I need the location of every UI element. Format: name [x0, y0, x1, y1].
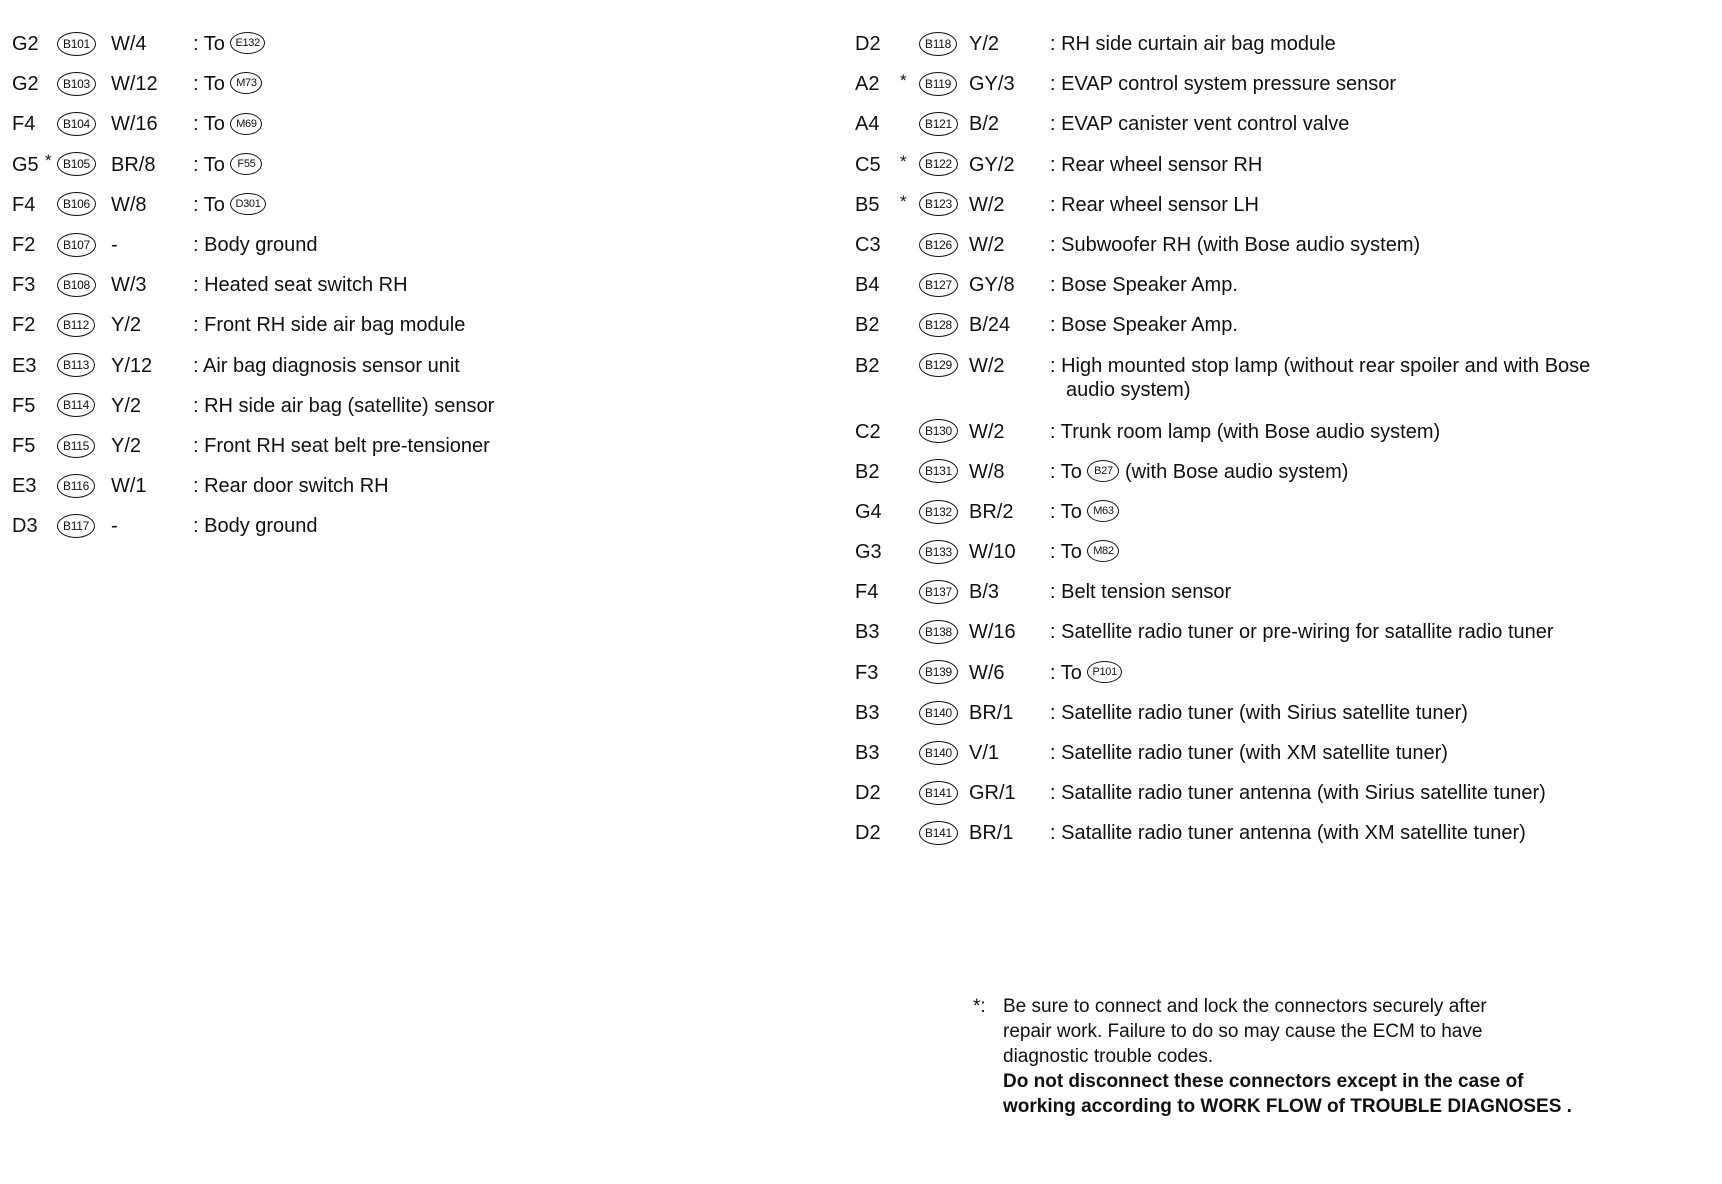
connector-description: [193, 112, 262, 136]
connector-id-badge: B117: [57, 514, 95, 538]
connector-description: [1050, 273, 1710, 297]
description-text: : Satellite radio tuner or pre-wiring for satallite radio tuner: [1050, 621, 1554, 644]
wire-spec: Y/2: [111, 394, 142, 417]
connector-id-badge: B130: [919, 419, 958, 443]
target-connector-badge: M73: [230, 72, 262, 94]
connector-description: [1050, 741, 1710, 765]
description-text: : To: [193, 153, 225, 176]
grid-reference: F2: [12, 314, 36, 337]
connector-id-wrap: [57, 393, 95, 418]
note-warning-line: Do not disconnect these connectors except in the case of: [1003, 1071, 1524, 1092]
description-text: : To: [193, 193, 225, 216]
connector-id-wrap: [919, 499, 958, 524]
connector-id-badge: B106: [57, 192, 96, 216]
connector-description: [1050, 32, 1710, 56]
description-suffix: (with Bose audio system): [1125, 460, 1349, 483]
wire-spec: W/16: [969, 621, 1016, 644]
connector-row: [855, 534, 1715, 574]
target-connector-badge: P101: [1087, 661, 1122, 683]
description-text: : Body ground: [193, 233, 318, 256]
wire-spec: BR/1: [969, 701, 1014, 724]
connector-id-wrap: [919, 272, 958, 297]
connector-description: [193, 273, 408, 297]
note-warning-line: working according to WORK FLOW of TROUBLE DIAGNOSES .: [1003, 1096, 1572, 1117]
connector-id-badge: B140: [919, 741, 958, 765]
grid-reference: B2: [855, 354, 880, 377]
connector-description: [193, 474, 389, 498]
connector-description: [193, 153, 262, 177]
wire-spec: GY/2: [969, 153, 1015, 176]
connector-row: [855, 26, 1715, 66]
grid-reference: B3: [855, 701, 880, 724]
connector-id-wrap: [919, 232, 958, 257]
connector-description: [193, 434, 490, 458]
wire-spec: W/2: [969, 193, 1005, 216]
description-text: : To: [193, 73, 225, 96]
connector-id-badge: B123: [919, 192, 958, 216]
description-text: : To: [1050, 661, 1082, 684]
connector-description: [1050, 193, 1710, 217]
description-text: : Subwoofer RH (with Bose audio system): [1050, 233, 1421, 256]
target-connector-badge: E132: [230, 32, 265, 54]
grid-reference: D2: [855, 33, 881, 55]
connector-id-badge: B141: [919, 821, 958, 845]
connector-description: [193, 394, 494, 418]
connector-id-wrap: [919, 459, 958, 484]
wire-spec: GY/8: [969, 274, 1015, 297]
wire-spec: B/24: [969, 314, 1011, 337]
note-line: Be sure to connect and lock the connectors securely after: [1003, 996, 1487, 1017]
connector-row: [12, 428, 772, 468]
connector-description: [193, 193, 266, 217]
connector-row: [12, 508, 772, 548]
connector-row: [12, 388, 772, 428]
connector-row: [12, 66, 772, 106]
description-text: : RH side curtain air bag module: [1050, 33, 1336, 55]
description-text: : Rear door switch RH: [193, 475, 389, 498]
wire-spec: Y/2: [111, 434, 142, 457]
connector-id-badge: B138: [919, 620, 958, 644]
connector-row: [855, 267, 1715, 307]
connector-id-badge: B139: [919, 660, 958, 684]
connector-id-badge: B115: [57, 434, 95, 458]
grid-reference: G2: [12, 73, 39, 96]
connector-id-wrap: [919, 619, 958, 644]
wire-spec: W/2: [969, 354, 1005, 377]
connector-id-wrap: [919, 31, 957, 56]
connector-id-badge: B108: [57, 273, 96, 297]
grid-reference: B2: [855, 314, 880, 337]
note-marker: *:: [973, 996, 986, 1017]
grid-reference: G5: [12, 153, 39, 176]
connector-description: [1050, 821, 1710, 845]
connector-row: [855, 735, 1715, 775]
grid-reference: C2: [855, 420, 881, 443]
wire-spec: W/8: [111, 193, 147, 216]
note-line: repair work. Failure to do so may cause the ECM to have: [1003, 1021, 1483, 1042]
description-text: : EVAP canister vent control valve: [1050, 113, 1350, 136]
connector-description: [193, 72, 262, 96]
connector-caution-note: [973, 994, 1693, 1119]
connector-description: [1050, 354, 1710, 402]
wire-spec: W/1: [111, 475, 147, 498]
connector-row: [855, 574, 1715, 614]
wire-spec: -: [111, 233, 118, 256]
target-connector-badge: M69: [230, 113, 262, 135]
note-body: [1003, 994, 1693, 1119]
connector-row: [855, 494, 1715, 534]
ecm-caution-marker: *: [900, 151, 907, 171]
description-text: : Heated seat switch RH: [193, 274, 408, 297]
grid-reference: D3: [12, 515, 38, 538]
target-connector-badge: F55: [230, 153, 262, 175]
right-connector-list: [855, 26, 1715, 856]
connector-id-badge: B128: [919, 313, 958, 337]
wire-spec: B/3: [969, 581, 1000, 604]
connector-id-badge: B101: [57, 32, 96, 56]
connector-id-wrap: [919, 660, 958, 685]
description-text: : Front RH side air bag module: [193, 314, 466, 337]
grid-reference: F4: [12, 113, 36, 136]
connector-id-wrap: [919, 312, 958, 337]
grid-reference: D2: [855, 782, 881, 805]
grid-reference: G2: [12, 33, 39, 55]
grid-reference: B3: [855, 742, 880, 764]
connector-row: [855, 307, 1715, 347]
description-text: : Bose Speaker Amp.: [1050, 274, 1238, 297]
description-text: : Rear wheel sensor RH: [1050, 153, 1263, 176]
wire-spec: B/2: [969, 113, 1000, 136]
connector-description: [1050, 500, 1710, 524]
connector-description: [193, 233, 318, 257]
connector-description: [1050, 153, 1710, 177]
connector-description: [193, 514, 318, 538]
connector-description: [1050, 233, 1710, 257]
description-text: : To: [1050, 500, 1082, 523]
connector-id-badge: B119: [919, 72, 957, 96]
connector-row: [12, 267, 772, 307]
connector-id-wrap: [919, 192, 958, 217]
connector-id-wrap: [919, 71, 957, 96]
connector-row: [12, 227, 772, 267]
connector-description: [1050, 701, 1710, 725]
connector-description: [1050, 661, 1710, 685]
grid-reference: F5: [12, 394, 36, 417]
description-text: : To: [193, 113, 225, 136]
connector-row: [855, 454, 1715, 494]
ecm-caution-marker: *: [900, 71, 907, 91]
connector-id-badge: B132: [919, 500, 958, 524]
connector-description: [193, 32, 265, 56]
connector-id-wrap: [57, 152, 96, 177]
connector-row: [855, 414, 1715, 454]
connector-row: [855, 348, 1715, 414]
grid-reference: G3: [855, 541, 882, 564]
connector-id-wrap: [57, 192, 96, 217]
connector-description: [1050, 580, 1710, 604]
connector-id-wrap: [57, 513, 95, 538]
wire-spec: GY/3: [969, 73, 1015, 96]
grid-reference: F5: [12, 434, 36, 457]
connector-row: [855, 187, 1715, 227]
wire-spec: W/16: [111, 113, 158, 136]
grid-reference: F4: [855, 581, 879, 604]
description-text: : Front RH seat belt pre-tensioner: [193, 434, 490, 457]
connector-description: [193, 313, 465, 337]
connector-id-wrap: [57, 312, 95, 337]
description-text: : Satallite radio tuner antenna (with Sirius satellite tuner): [1050, 782, 1546, 805]
connector-id-badge: B105: [57, 152, 96, 176]
grid-reference: B4: [855, 274, 880, 297]
connector-row: [12, 307, 772, 347]
connector-row: [12, 468, 772, 508]
connector-id-wrap: [919, 353, 958, 378]
wire-spec: BR/8: [111, 153, 156, 176]
wire-spec: Y/2: [111, 314, 142, 337]
connector-description: [1050, 460, 1710, 484]
connector-id-wrap: [57, 473, 95, 498]
connector-row: [855, 227, 1715, 267]
connector-description: [1050, 540, 1710, 564]
target-connector-badge: M63: [1087, 500, 1119, 522]
connector-id-wrap: [57, 272, 96, 297]
grid-reference: F4: [12, 193, 36, 216]
connector-id-badge: B133: [919, 540, 958, 564]
connector-description: [1050, 112, 1710, 136]
grid-reference: F2: [12, 233, 36, 256]
connector-id-badge: B140: [919, 701, 958, 725]
description-text: : To: [1050, 460, 1082, 483]
description-text: : To: [193, 33, 225, 55]
grid-reference: A2: [855, 73, 880, 96]
description-text: : Satellite radio tuner (with XM satellite tuner): [1050, 742, 1448, 764]
connector-id-wrap: [57, 433, 95, 458]
connector-id-wrap: [57, 71, 96, 96]
grid-reference: B3: [855, 621, 880, 644]
description-text: : Trunk room lamp (with Bose audio system): [1050, 420, 1441, 443]
connector-id-wrap: [919, 539, 958, 564]
description-text: : RH side air bag (satellite) sensor: [193, 394, 495, 417]
connector-id-badge: B127: [919, 273, 958, 297]
description-text: : Belt tension sensor: [1050, 581, 1232, 604]
connector-id-wrap: [57, 232, 96, 257]
connector-row: [12, 147, 772, 187]
connector-description: [1050, 420, 1710, 444]
connector-description: [1050, 72, 1710, 96]
connector-row: [855, 815, 1715, 855]
connector-id-badge: B121: [919, 112, 958, 136]
description-text: : Air bag diagnosis sensor unit: [193, 354, 460, 377]
ecm-caution-marker: *: [900, 191, 907, 211]
connector-description: [1050, 781, 1710, 805]
wire-spec: BR/2: [969, 500, 1014, 523]
wire-spec: W/2: [969, 233, 1005, 256]
description-text: : EVAP control system pressure sensor: [1050, 73, 1397, 96]
connector-id-wrap: [919, 820, 958, 845]
left-connector-list: [12, 26, 772, 548]
connector-id-badge: B126: [919, 233, 958, 257]
connector-id-badge: B112: [57, 313, 95, 337]
connector-description: [1050, 620, 1710, 644]
wire-spec: W/2: [969, 420, 1005, 443]
grid-reference: B2: [855, 460, 880, 483]
wire-spec: W/12: [111, 73, 158, 96]
description-text: : Satallite radio tuner antenna (with XM satellite tuner): [1050, 822, 1526, 845]
wire-spec: V/1: [969, 742, 1000, 764]
connector-id-badge: B131: [919, 459, 958, 483]
grid-reference: A4: [855, 113, 880, 136]
connector-row: [12, 187, 772, 227]
grid-reference: C5: [855, 153, 881, 176]
grid-reference: F3: [12, 274, 36, 297]
description-text: : To: [1050, 541, 1082, 564]
wire-spec: Y/2: [969, 33, 1000, 55]
wire-spec: BR/1: [969, 822, 1014, 845]
connector-row: [855, 775, 1715, 815]
connector-row: [855, 66, 1715, 106]
description-text: : Bose Speaker Amp.: [1050, 314, 1238, 337]
description-text: : Body ground: [193, 515, 318, 538]
target-connector-badge: B27: [1087, 460, 1119, 482]
connector-id-badge: B122: [919, 152, 958, 176]
target-connector-badge: D301: [230, 193, 265, 215]
target-connector-badge: M82: [1087, 540, 1119, 562]
connector-id-wrap: [919, 579, 958, 604]
connector-id-badge: B113: [57, 353, 95, 377]
wire-spec: W/6: [969, 661, 1005, 684]
connector-id-wrap: [57, 31, 96, 56]
connector-id-badge: B103: [57, 72, 96, 96]
connector-id-wrap: [919, 780, 958, 805]
connector-id-badge: B141: [919, 781, 958, 805]
wire-spec: -: [111, 515, 118, 538]
connector-id-wrap: [919, 111, 958, 136]
connector-id-badge: B107: [57, 233, 96, 257]
grid-reference: B5: [855, 193, 880, 216]
connector-id-badge: B137: [919, 580, 958, 604]
description-text: : High mounted stop lamp (without rear spoiler and with Bose: [1050, 354, 1591, 377]
connector-row: [855, 106, 1715, 146]
connector-row: [855, 147, 1715, 187]
grid-reference: E3: [12, 475, 37, 498]
connector-row: [855, 614, 1715, 654]
grid-reference: E3: [12, 354, 37, 377]
note-line: diagnostic trouble codes.: [1003, 1046, 1214, 1067]
connector-id-wrap: [919, 740, 958, 765]
grid-reference: D2: [855, 822, 881, 845]
connector-id-wrap: [57, 111, 96, 136]
ecm-caution-marker: *: [45, 150, 52, 170]
description-continuation: audio system): [1066, 378, 1191, 401]
connector-row: [12, 348, 772, 388]
connector-row: [12, 106, 772, 146]
connector-row: [855, 655, 1715, 695]
connector-id-wrap: [919, 152, 958, 177]
wire-spec: W/8: [969, 460, 1005, 483]
description-text: : Rear wheel sensor LH: [1050, 193, 1259, 216]
connector-id-wrap: [919, 419, 958, 444]
grid-reference: G4: [855, 500, 882, 523]
connector-id-badge: B114: [57, 393, 95, 417]
connector-id-wrap: [57, 353, 95, 378]
connector-description: [193, 354, 460, 378]
wire-spec: W/4: [111, 33, 147, 55]
connector-id-badge: B116: [57, 474, 95, 498]
grid-reference: F3: [855, 661, 879, 684]
connector-row: [12, 26, 772, 66]
wire-spec: GR/1: [969, 782, 1016, 805]
grid-reference: C3: [855, 233, 881, 256]
wire-spec: Y/12: [111, 354, 153, 377]
connector-id-badge: B104: [57, 112, 96, 136]
connector-row: [855, 695, 1715, 735]
connector-id-badge: B129: [919, 353, 958, 377]
description-text: : Satellite radio tuner (with Sirius satellite tuner): [1050, 701, 1468, 724]
connector-id-badge: B118: [919, 32, 957, 56]
connector-description: [1050, 313, 1710, 337]
wire-spec: W/3: [111, 274, 147, 297]
connector-id-wrap: [919, 700, 958, 725]
wire-spec: W/10: [969, 541, 1016, 564]
